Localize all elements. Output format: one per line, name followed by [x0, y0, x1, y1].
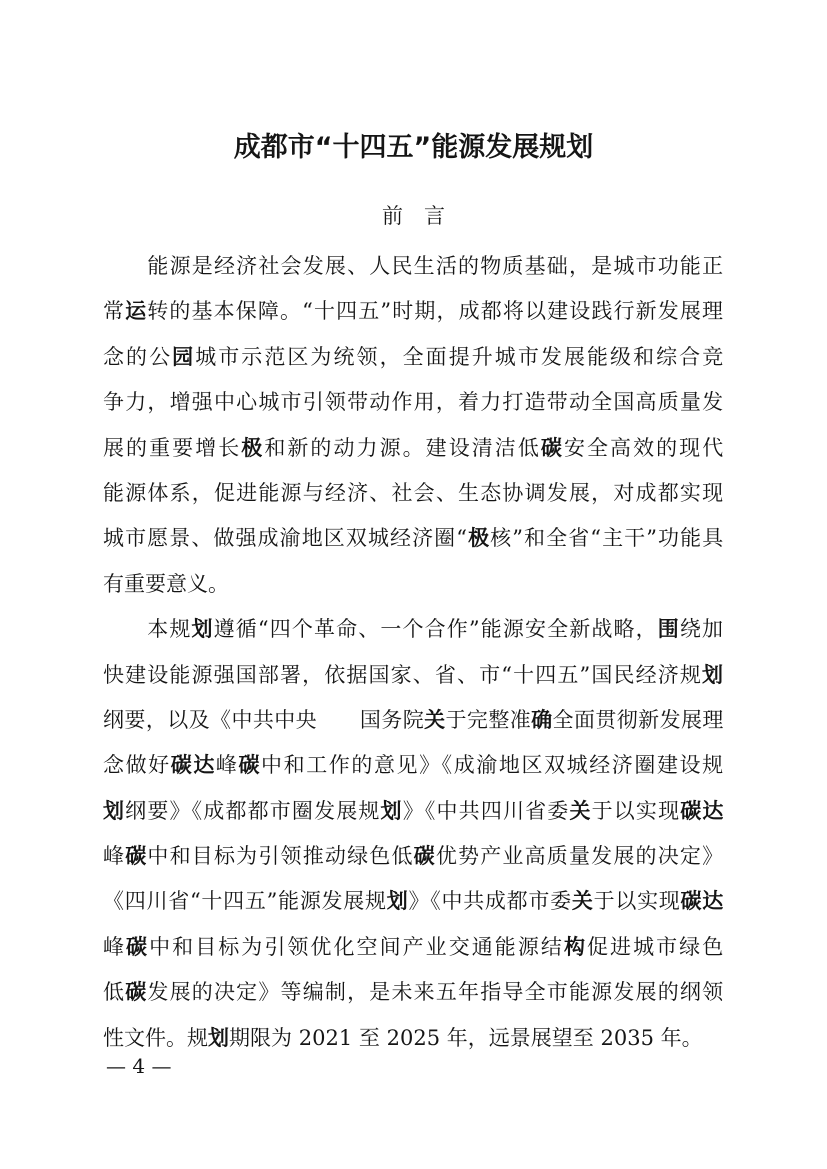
text-line: 低碳发展的决定》等编制，是未来五年指导全市能源发展的纲领 — [103, 980, 724, 1005]
text-line: 能源是经济社会发展、人民生活的物质基础，是城市功能正 — [147, 254, 724, 278]
text-line: 性文件。规划期限为 2021 至 2025 年，远景展望至 2035 年。 — [103, 1025, 703, 1050]
text-line: 念做好碳达峰碳中和工作的意见》《成渝地区双城经济圈建设规 — [103, 753, 724, 778]
text-line: 纲要，以及《中共中央 国务院关于完整准确全面贯彻新发展理 — [103, 707, 724, 732]
text-line: 争力，增强中心城市引领带动作用，着力打造带动全国高质量发 — [103, 390, 724, 415]
page-number: — 4 — — [106, 1054, 172, 1078]
text-line: 峰碳中和目标为引领推动绿色低碳优势产业高质量发展的决定》 — [103, 844, 724, 869]
text-line: 本规划遵循“四个革命、一个合作”能源安全新战略，围绕加 — [147, 617, 723, 642]
text-line: 峰碳中和目标为引领优化空间产业交通能源结构促进城市绿色 — [103, 934, 724, 959]
text-line: 念的公园城市示范区为统领，全面提升城市发展能级和综合竞 — [103, 344, 724, 369]
text-line: 有重要意义。 — [103, 571, 229, 596]
text-line: 划纲要》《成都都市圈发展规划》《中共四川省委关于以实现碳达 — [103, 798, 724, 823]
document-body — [103, 244, 723, 1061]
text-line: 快建设能源强国部署，依据国家、省、市“十四五”国民经济规划 — [103, 662, 723, 687]
text-line: 常运转的基本保障。“十四五”时期，成都将以建设践行新发展理 — [103, 299, 723, 324]
text-line: 城市愿景、做强成渝地区双城经济圈“极核”和全省“主干”功能具 — [103, 526, 724, 551]
text-line: 《四川省“十四五”能源发展规划》《中共成都市委关于以实现碳达 — [103, 889, 724, 914]
text-line: 能源体系，促进能源与经济、社会、生态协调发展，对成都实现 — [103, 480, 724, 505]
text-line: 展的重要增长极和新的动力源。建设清洁低碳安全高效的现代 — [103, 435, 724, 460]
preface-heading: 前 言 — [382, 204, 445, 228]
document-title: 成都市“十四五”能源发展规划 — [233, 132, 594, 163]
